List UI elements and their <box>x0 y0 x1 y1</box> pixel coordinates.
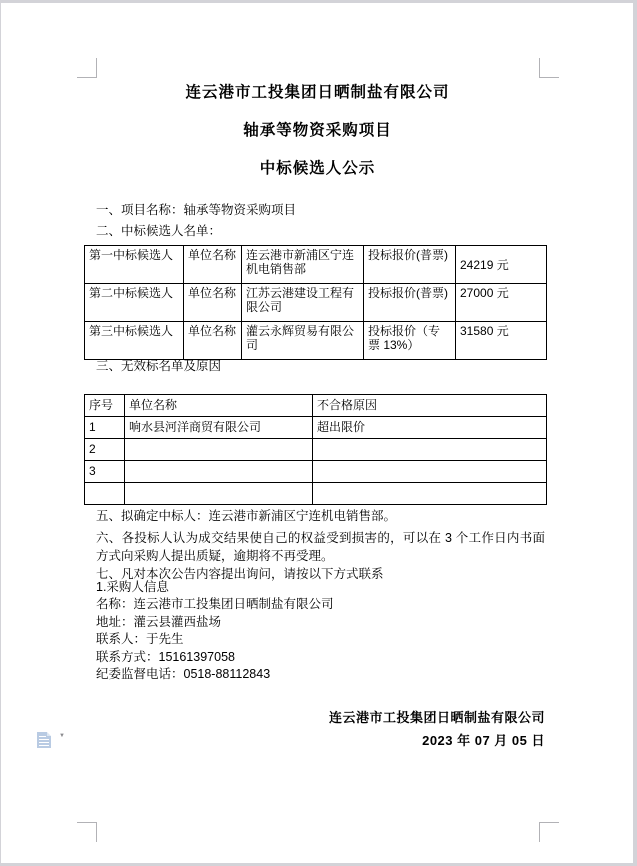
purchaser-info-heading: 1.采购人信息 <box>96 580 169 594</box>
document-title-project: 轴承等物资采购项目 <box>243 122 392 139</box>
section-inquiry-contact: 七、凡对本次公告内容提出询问，请按以下方式联系 <box>96 567 384 581</box>
serial-cell <box>85 483 125 505</box>
invalid-row-4 <box>85 483 547 505</box>
candidate-row-1 <box>85 246 547 284</box>
header-serial-number: 序号 <box>85 395 125 417</box>
header-fail-reason: 不合格原因 <box>313 395 547 417</box>
candidate-row-3 <box>85 322 547 360</box>
candidate-rank-cell: 第三中标候选人 <box>85 322 184 360</box>
serial-cell: 1 <box>85 417 125 439</box>
contact-phone-line: 联系方式：15161397058 <box>96 649 235 664</box>
section-objection-notice: 六、各投标人认为成交结果使自己的权益受到损害的，可以在 3 个工作日内书面方式向采购人提出质疑，逾期将不再受理。 <box>96 531 545 563</box>
serial-cell: 3 <box>85 461 125 483</box>
document-title-company: 连云港市工投集团日晒制盐有限公司 <box>185 84 450 101</box>
reason-cell <box>313 461 547 483</box>
header-unit-name: 单位名称 <box>125 395 313 417</box>
margin-crop-mark-top-left <box>77 58 97 78</box>
reason-cell <box>313 439 547 461</box>
bid-price-label-cell: 投标报价(普票) <box>364 284 456 322</box>
section-candidate-list-heading: 二、中标候选人名单： <box>96 224 222 238</box>
company-name-cell: 江苏云港建设工程有限公司 <box>242 284 364 322</box>
margin-crop-mark-top-right <box>539 58 559 78</box>
candidate-rank-cell: 第二中标候选人 <box>85 284 184 322</box>
reason-cell <box>313 483 547 505</box>
bid-price-cell: 24219 元 <box>456 246 547 284</box>
document-title-announcement: 中标候选人公示 <box>259 160 376 177</box>
bid-price-cell: 31580 元 <box>456 322 547 360</box>
bid-price-cell: 27000 元 <box>456 284 547 322</box>
company-name-cell: 灌云永辉贸易有限公司 <box>242 322 364 360</box>
page-edge-top <box>0 0 637 3</box>
title-block <box>96 74 539 188</box>
margin-crop-mark-bottom-right <box>539 822 559 842</box>
document-anchor-icon[interactable] <box>37 732 51 748</box>
signature-company: 连云港市工投集团日晒制盐有限公司 <box>328 710 545 725</box>
contact-person-line: 联系人：于先生 <box>96 632 184 647</box>
supervision-phone-line: 纪委监督电话：0518-88112843 <box>96 667 271 682</box>
unit-cell <box>125 483 313 505</box>
company-name-cell: 连云港市新浦区宁连机电销售部 <box>242 246 364 284</box>
unit-cell <box>125 439 313 461</box>
purchaser-name-line: 名称：连云港市工投集团日晒制盐有限公司 <box>96 597 334 611</box>
chevron-down-icon[interactable]: ▼ <box>59 733 65 739</box>
reason-cell: 超出限价 <box>313 417 547 439</box>
page-edge-right <box>633 0 637 866</box>
candidate-row-2 <box>85 284 547 322</box>
candidate-rank-cell: 第一中标候选人 <box>85 246 184 284</box>
candidates-table <box>84 245 547 360</box>
page-edge-left <box>0 0 1 866</box>
signature-date: 2023 年 07 月 05 日 <box>422 733 545 748</box>
unit-name-label-cell: 单位名称 <box>184 284 242 322</box>
unit-cell <box>125 461 313 483</box>
unit-name-label-cell: 单位名称 <box>184 322 242 360</box>
purchaser-info-block <box>96 596 334 684</box>
invalid-row-2 <box>85 439 547 461</box>
section-project-name: 一、项目名称：轴承等物资采购项目 <box>96 203 297 217</box>
invalid-bids-table <box>84 394 547 505</box>
page-fold-corner <box>47 732 51 736</box>
margin-crop-mark-bottom-left <box>77 822 97 842</box>
section-winner-confirmation: 五、拟确定中标人：连云港市新浦区宁连机电销售部。 <box>96 509 397 523</box>
unit-cell: 响水县河洋商贸有限公司 <box>125 417 313 439</box>
invalid-table-header-row <box>85 395 547 417</box>
invalid-row-3 <box>85 461 547 483</box>
bid-price-label-cell: 投标报价（专票 13%） <box>364 322 456 360</box>
serial-cell: 2 <box>85 439 125 461</box>
signature-block <box>96 706 545 752</box>
purchaser-address-line: 地址：灌云县灌西盐场 <box>96 614 222 629</box>
invalid-row-1 <box>85 417 547 439</box>
unit-name-label-cell: 单位名称 <box>184 246 242 284</box>
bid-price-label-cell: 投标报价(普票) <box>364 246 456 284</box>
section-invalid-bids-heading: 三、无效标名单及原因 <box>96 359 222 373</box>
